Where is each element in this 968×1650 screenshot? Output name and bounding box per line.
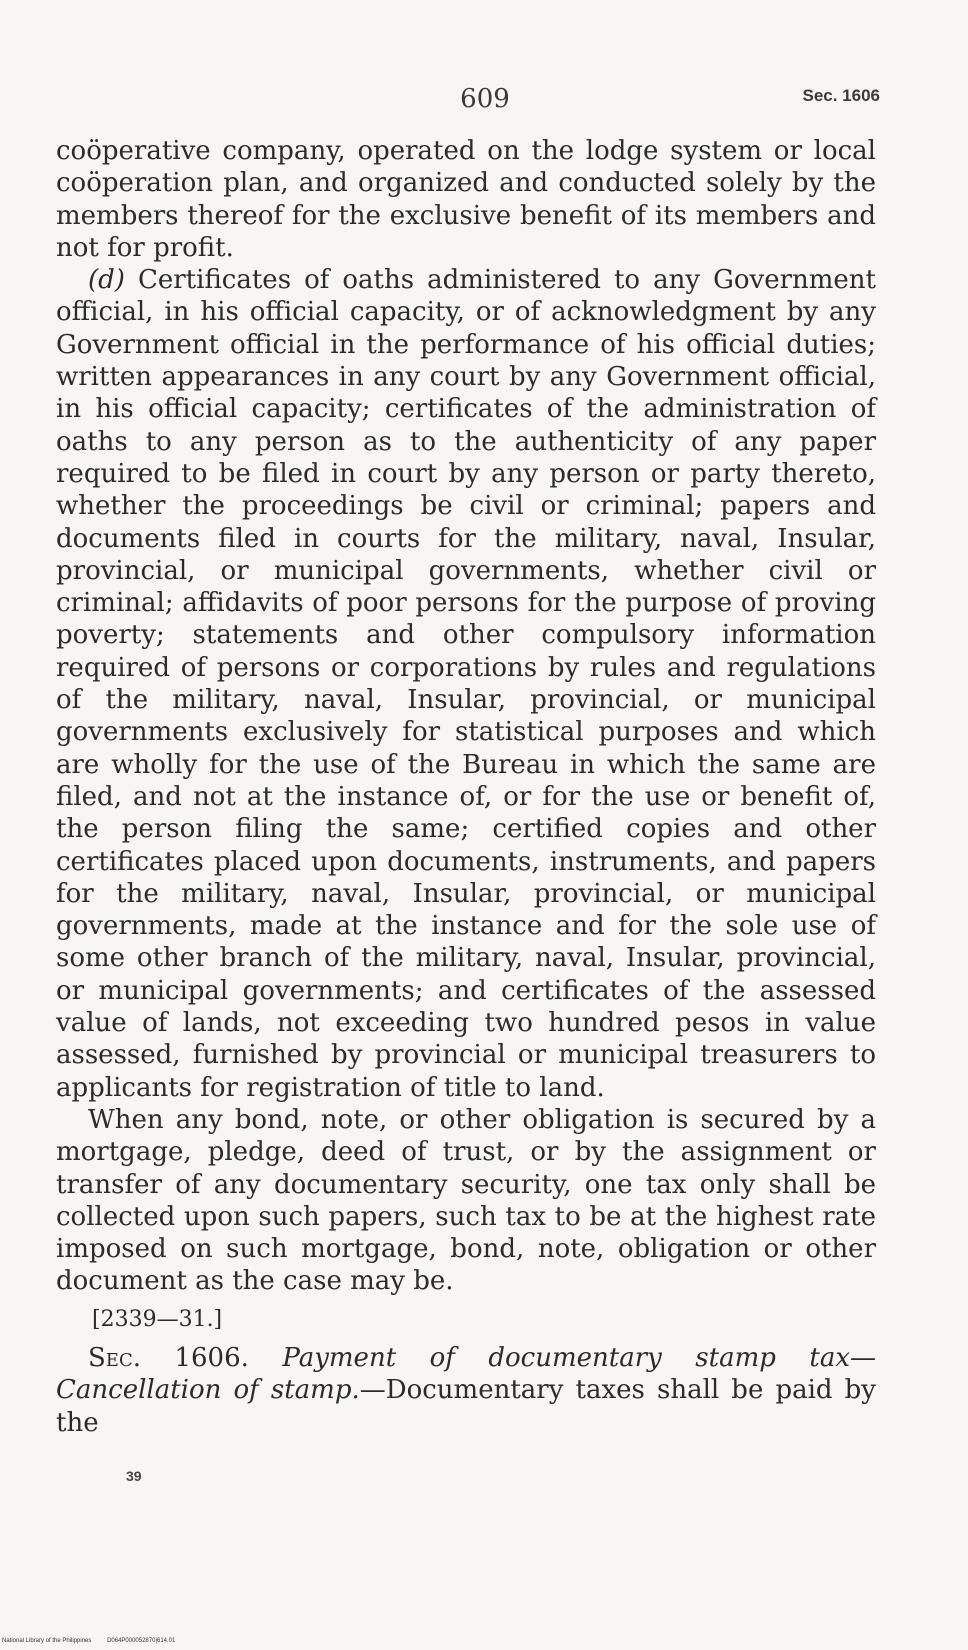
page-number: 609 (460, 84, 510, 114)
paragraph-secured-obligation: When any bond, note, or other obligation is secured by a mortgage, pledge, deed of trust, or by the assignment or transfer of any documentary security, one tax only shall be collected upon such papers, such tax to be at the highest rate imposed on such mortgage, bond, note, obligation or other document as the case may be. (56, 1104, 876, 1297)
statute-citation: [2339—31.] (92, 1306, 223, 1332)
section-1606-title: Payment of documentary stamp tax—Cancellation of stamp. (56, 1342, 876, 1406)
paragraph-d (56, 264, 876, 1104)
body-text (56, 135, 876, 1439)
paragraph-continuation: coöperative company, operated on the lodge system or local coöperation plan, and organized and conducted solely by the members thereof for the exclusive benefit of its members and not for profit. (56, 136, 876, 263)
paragraph-d-label: (d) (88, 265, 125, 296)
section-1606-text: —Documentary taxes shall be paid by the (56, 1375, 876, 1438)
footer-code: D064P000052870|614.01 (107, 1638, 176, 1644)
footer-library: National Library of the Philippines (2, 1638, 92, 1644)
paragraph-d-text: Certificates of oaths administered to any Government official, in his official capacity, or of acknowledgment by any Government official in the performance of his official duties; written appearances in any court by any Government official, in his official capacity; certificates of the administration of oaths to any person as to the authenticity of any paper required to be filed in court by any person or party thereto, whether the proceedings be civil or criminal; papers and documents filed in courts for the military, naval, Insular, provincial, or municipal governments, whether civil or criminal; affidavits of poor persons for the purpose of proving poverty; statements and other compulsory information required of persons or corporations by rules and regulations of the military, naval, Insular, provincial, or municipal governments exclusively for statistical purposes and which are wholly for the use of the Bureau in which the same are filed, and not at the instance of, or for the use or benefit of, the person filing the same; certified copies and other certificates placed upon documents, instruments, and papers for the military, naval, Insular, provincial, or municipal governments, made at the instance and for the sole use of some other branch of the military, naval, Insular, provincial, or municipal governments; and certificates of the assessed value of lands, not exceeding two hundred pesos in value assessed, furnished by provincial or municipal treasurers to applicants for registration of title to land. (56, 265, 876, 1103)
scan-footer (2, 1638, 175, 1644)
section-1606-paragraph (56, 1342, 876, 1439)
printer-signature-mark: 39 (126, 1468, 142, 1484)
section-1606-label: Sec. 1606. (88, 1342, 249, 1373)
section-reference: Sec. 1606 (802, 86, 880, 105)
